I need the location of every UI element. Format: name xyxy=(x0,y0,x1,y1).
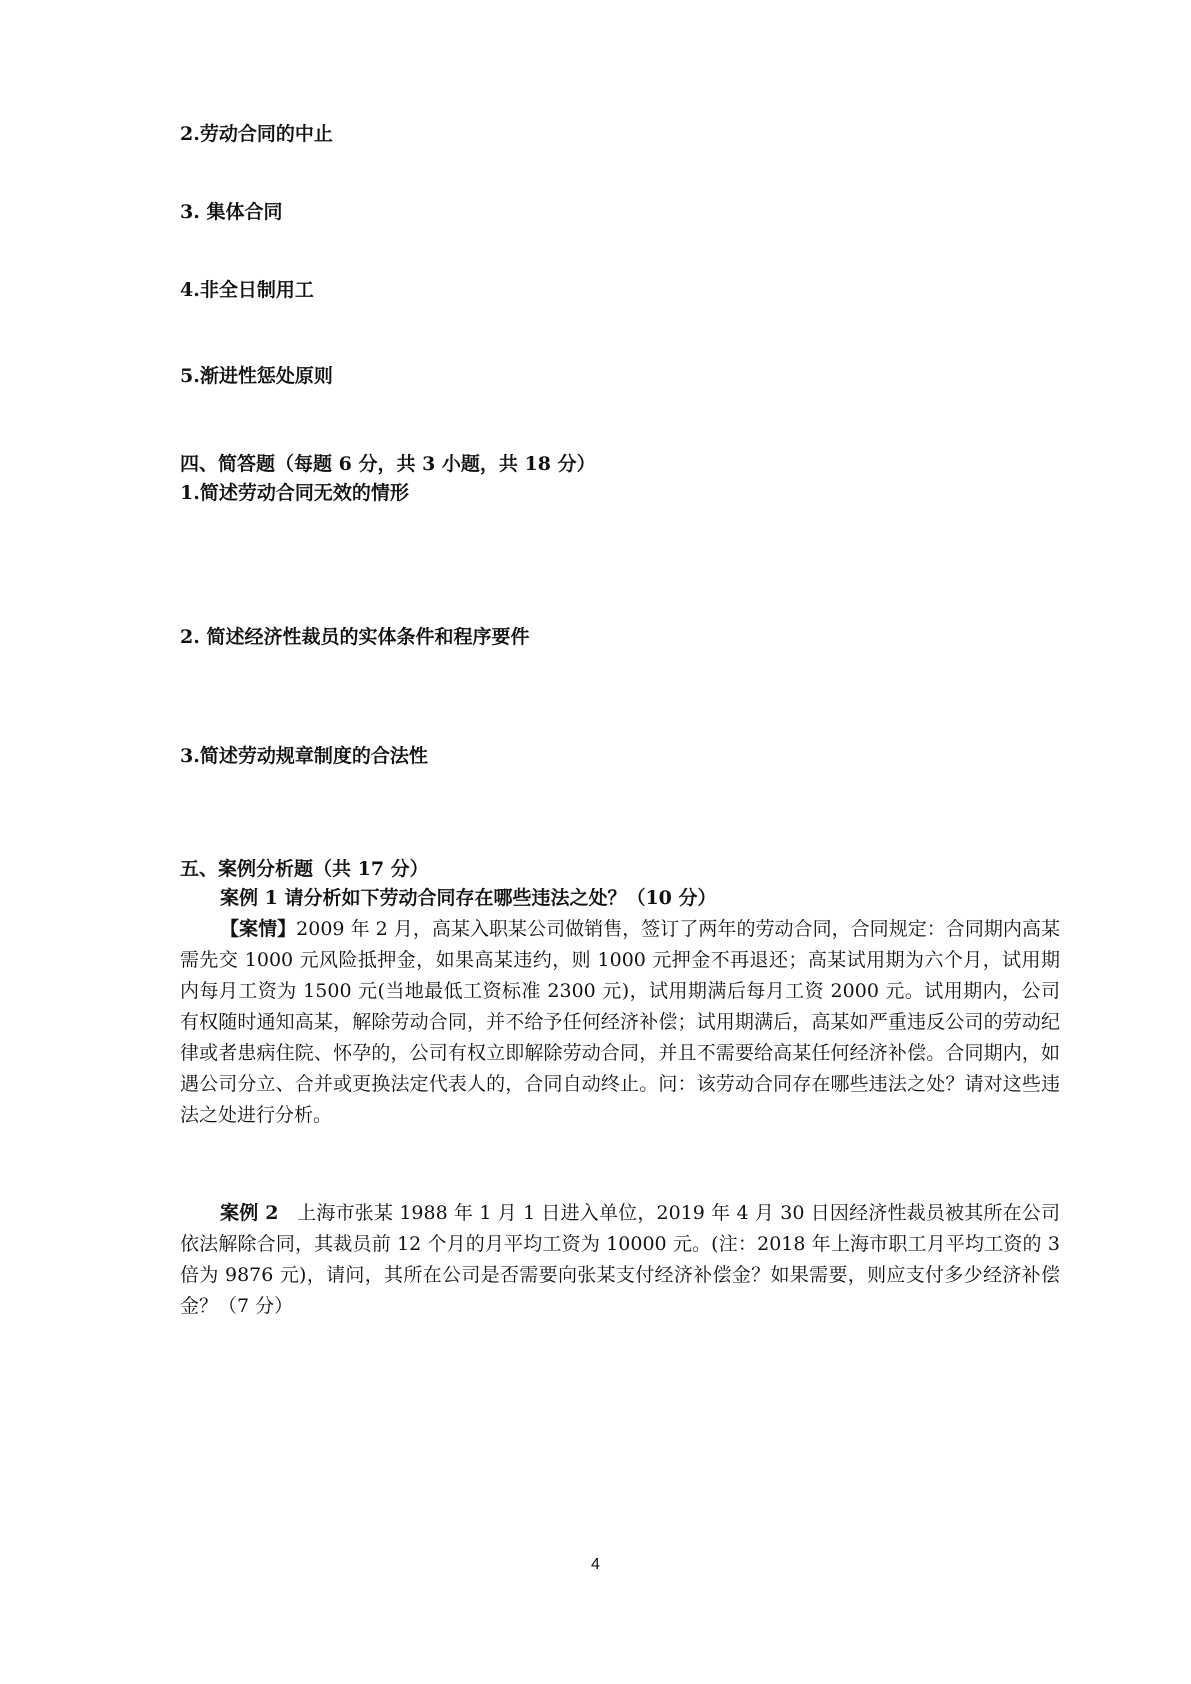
question-item: 1.简述劳动合同无效的情形 xyxy=(180,482,409,504)
case-paragraph xyxy=(180,914,1060,1131)
term-item: 2.劳动合同的中止 xyxy=(180,123,333,145)
case-body: 2009 年 2 月，高某入职某公司做销售，签订了两年的劳动合同，合同规定：合同期内高某需先交 1000 元风险抵押金，如果高某违约，则 1000 元押金不再退还；高某试用期为六个月，试用期内每月工资为 1500 元(当地最低工资标准 2300 元)，试用期满后每月工资 2000 元。试用期内，公司有权随时通知高某，解除劳动合同，并不给予任何经济补偿；试用期满后，高某如严重违反公司的劳动纪律或者患病住院、怀孕的，公司有权立即解除劳动合同，并且不需要给高某任何经济补偿。合同期内，如遇公司分立、合并或更换法定代表人的，合同自动终止。问：该劳动合同存在哪些违法之处？请对这些违法之处进行分析。 xyxy=(180,918,1060,1126)
case-tag: 案例 2 xyxy=(220,1202,279,1224)
case-tag: 【案情】 xyxy=(220,918,297,940)
page-number: 4 xyxy=(591,1556,600,1573)
term-item: 3. 集体合同 xyxy=(180,201,283,223)
section-heading: 四、简答题（每题 6 分，共 3 小题，共 18 分） xyxy=(180,453,596,475)
term-item: 4.非全日制用工 xyxy=(180,279,314,301)
case-body: 上海市张某 1988 年 1 月 1 日进入单位，2019 年 4 月 30 日因经济性裁员被其所在公司依法解除合同，其裁员前 12 个月的月平均工资为 10000 元。(注：2018 年上海市职工月平均工资的 3 倍为 9876 元)，请问，其所在公司是否需要向张某支付经济补偿金？如果需要，则应支付多少经济补偿金？（7 分） xyxy=(180,1202,1060,1317)
term-item: 5.渐进性惩处原则 xyxy=(180,365,333,387)
case-title: 案例 1 请分析如下劳动合同存在哪些违法之处？（10 分） xyxy=(220,887,717,909)
question-item: 2. 简述经济性裁员的实体条件和程序要件 xyxy=(180,626,530,648)
section-heading: 五、案例分析题（共 17 分） xyxy=(180,858,429,880)
question-item: 3.简述劳动规章制度的合法性 xyxy=(180,745,428,767)
case-paragraph xyxy=(180,1198,1060,1322)
